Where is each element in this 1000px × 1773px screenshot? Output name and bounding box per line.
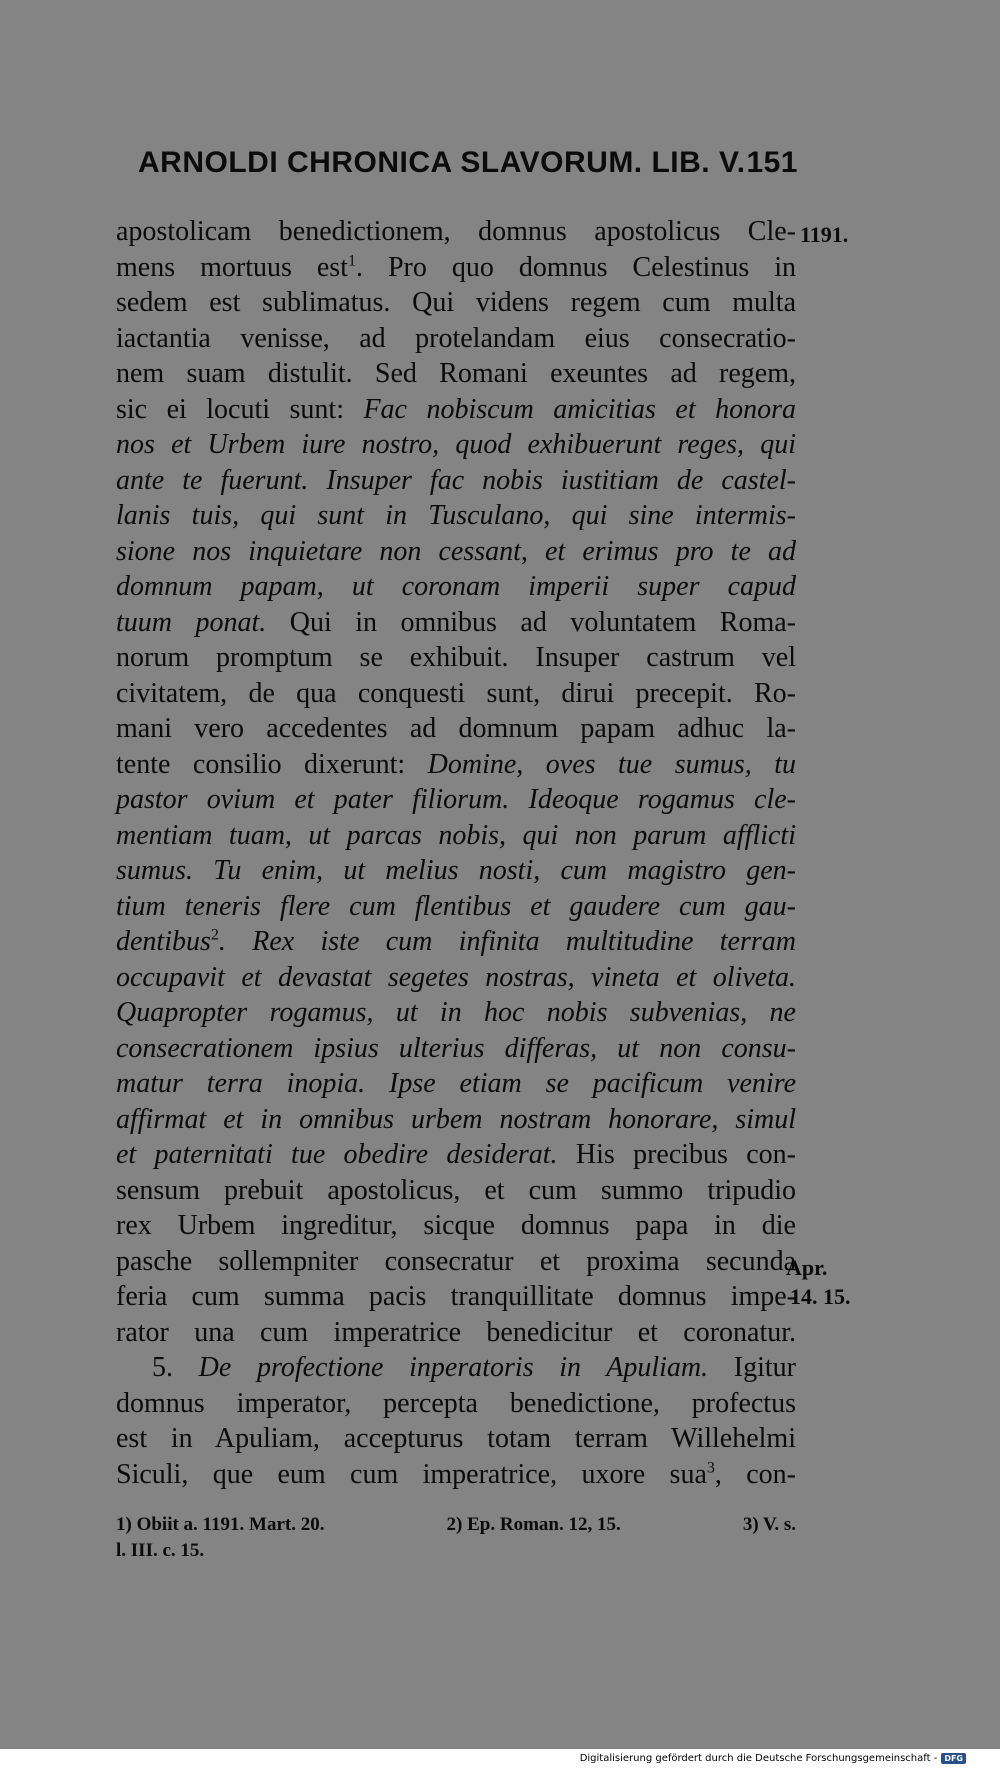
text-line: mani vero accedentes ad domnum papam adhuc la- [116, 713, 796, 744]
section-heading-line: 5. De profectione inperatoris in Apuliam. Igitur [152, 1352, 796, 1383]
margin-note-month: Apr. [786, 1255, 828, 1280]
text-line: consecrationem ipsius ulterius differas, ut non consu- [116, 1032, 796, 1064]
text-line: affirmat et in omnibus urbem nostram honorare, simul [116, 1103, 796, 1135]
text-line: iactantia venisse, ad protelandam eius consecratio- [116, 322, 796, 354]
text-line: mentiam tuam, ut parcas nobis, qui non parum afflicti [116, 819, 796, 851]
footnote-3-continued: l. III. c. 15. [116, 1540, 205, 1561]
credit-text: Digitalisierung gefördert durch die Deutsche Forschungsgemeinschaft - [579, 1753, 938, 1764]
text-line: Quapropter rogamus, ut in hoc nobis subvenias, ne [116, 997, 796, 1028]
footnote-marker: 1 [347, 252, 356, 270]
text-line: apostolicam benedictionem, domnus apostolicus Cle- [116, 216, 796, 247]
text-line: civitatem, de qua conquesti sunt, dirui precepit. Ro- [116, 677, 796, 709]
text-line: domnus imperator, percepta benedictione, profectus [116, 1387, 796, 1419]
footnote-2: 2) Ep. Roman. 12, 15. [446, 1514, 621, 1535]
text-line: domnum papam, ut coronam imperii super capud [116, 571, 796, 602]
text-line: dentibus$^2$. Rex iste cum infinita multitudine terram [116, 926, 796, 957]
text-line: tuum ponat. Qui in omnibus ad voluntatem Roma- [116, 606, 797, 638]
text-line: nem suam distulit. Sed Romani exeuntes ad regem, [116, 358, 796, 389]
text-line: sic ei locuti sunt: Fac nobiscum amicitias et honora [116, 393, 796, 425]
digitization-credit [580, 1753, 966, 1764]
margin-note-year: 1191. [800, 222, 849, 247]
text-line: Siculi, que eum cum imperatrice, uxore sua$^3$, con- [116, 1458, 796, 1490]
text-line: rex Urbem ingreditur, sicque domnus papa in die [116, 1210, 796, 1241]
section-heading: De profectione inperatoris in Apuliam. [198, 1352, 709, 1383]
text-line: lanis tuis, qui sunt in Tusculano, qui sine intermis- [116, 500, 796, 531]
text-line: norum promptum se exhibuit. Insuper castrum vel [116, 642, 796, 673]
margin-note-days: 14. 15. [790, 1284, 851, 1309]
text-line: nos et Urbem iure nostro, quod exhibuerunt reges, qui [116, 429, 796, 460]
dfg-logo-icon: DFG [941, 1753, 966, 1764]
text-line: occupavit et devastat segetes nostras, vineta et oliveta. [116, 961, 796, 993]
footnote-1: 1) Obiit a. 1191. Mart. 20. [116, 1514, 325, 1535]
footnote-3: 3) V. s. [742, 1514, 796, 1535]
text-line: sumus. Tu enim, ut melius nosti, cum magistro gen- [116, 855, 796, 886]
page-number: 151 [746, 146, 798, 179]
text-line: sedem est sublimatus. Qui videns regem cum multa [116, 287, 796, 318]
text-line: et paternitati tue obedire desiderat. His precibus con- [116, 1139, 796, 1170]
text-line: feria cum summa pacis tranquillitate domnus impe- [116, 1281, 796, 1312]
text-line: pastor ovium et pater filiorum. Ideoque rogamus cle- [116, 784, 796, 815]
text-line: matur terra inopia. Ipse etiam se pacificum venire [116, 1068, 796, 1099]
text-line: mens mortuus est$^1$. Pro quo domnus Celestinus in [116, 251, 796, 283]
text-line: sensum prebuit apostolicus, et cum summo tripudio [116, 1174, 796, 1206]
footnote-marker: 2 [210, 926, 219, 944]
body-text [116, 214, 796, 1492]
footnotes [116, 1512, 796, 1564]
text-line: tium teneris flere cum flentibus et gaudere cum gau- [116, 890, 796, 922]
text-line: est in Apuliam, accepturus totam terram Willehelmi [116, 1423, 796, 1454]
footnote-marker: 3 [706, 1459, 715, 1477]
text-line: ante te fuerunt. Insuper fac nobis iustitiam de castel- [116, 464, 796, 496]
text-line: sione nos inquietare non cessant, et erimus pro te ad [116, 535, 796, 567]
text-line: tente consilio dixerunt: Domine, oves tue sumus, tu [116, 748, 796, 780]
text-line: pasche sollempniter consecratur et proxima secunda [116, 1245, 796, 1277]
running-header [138, 146, 798, 186]
running-title: ARNOLDI CHRONICA SLAVORUM. LIB. V. [138, 146, 746, 179]
text-line: rator una cum imperatrice benedicitur et coronatur. [116, 1316, 796, 1348]
